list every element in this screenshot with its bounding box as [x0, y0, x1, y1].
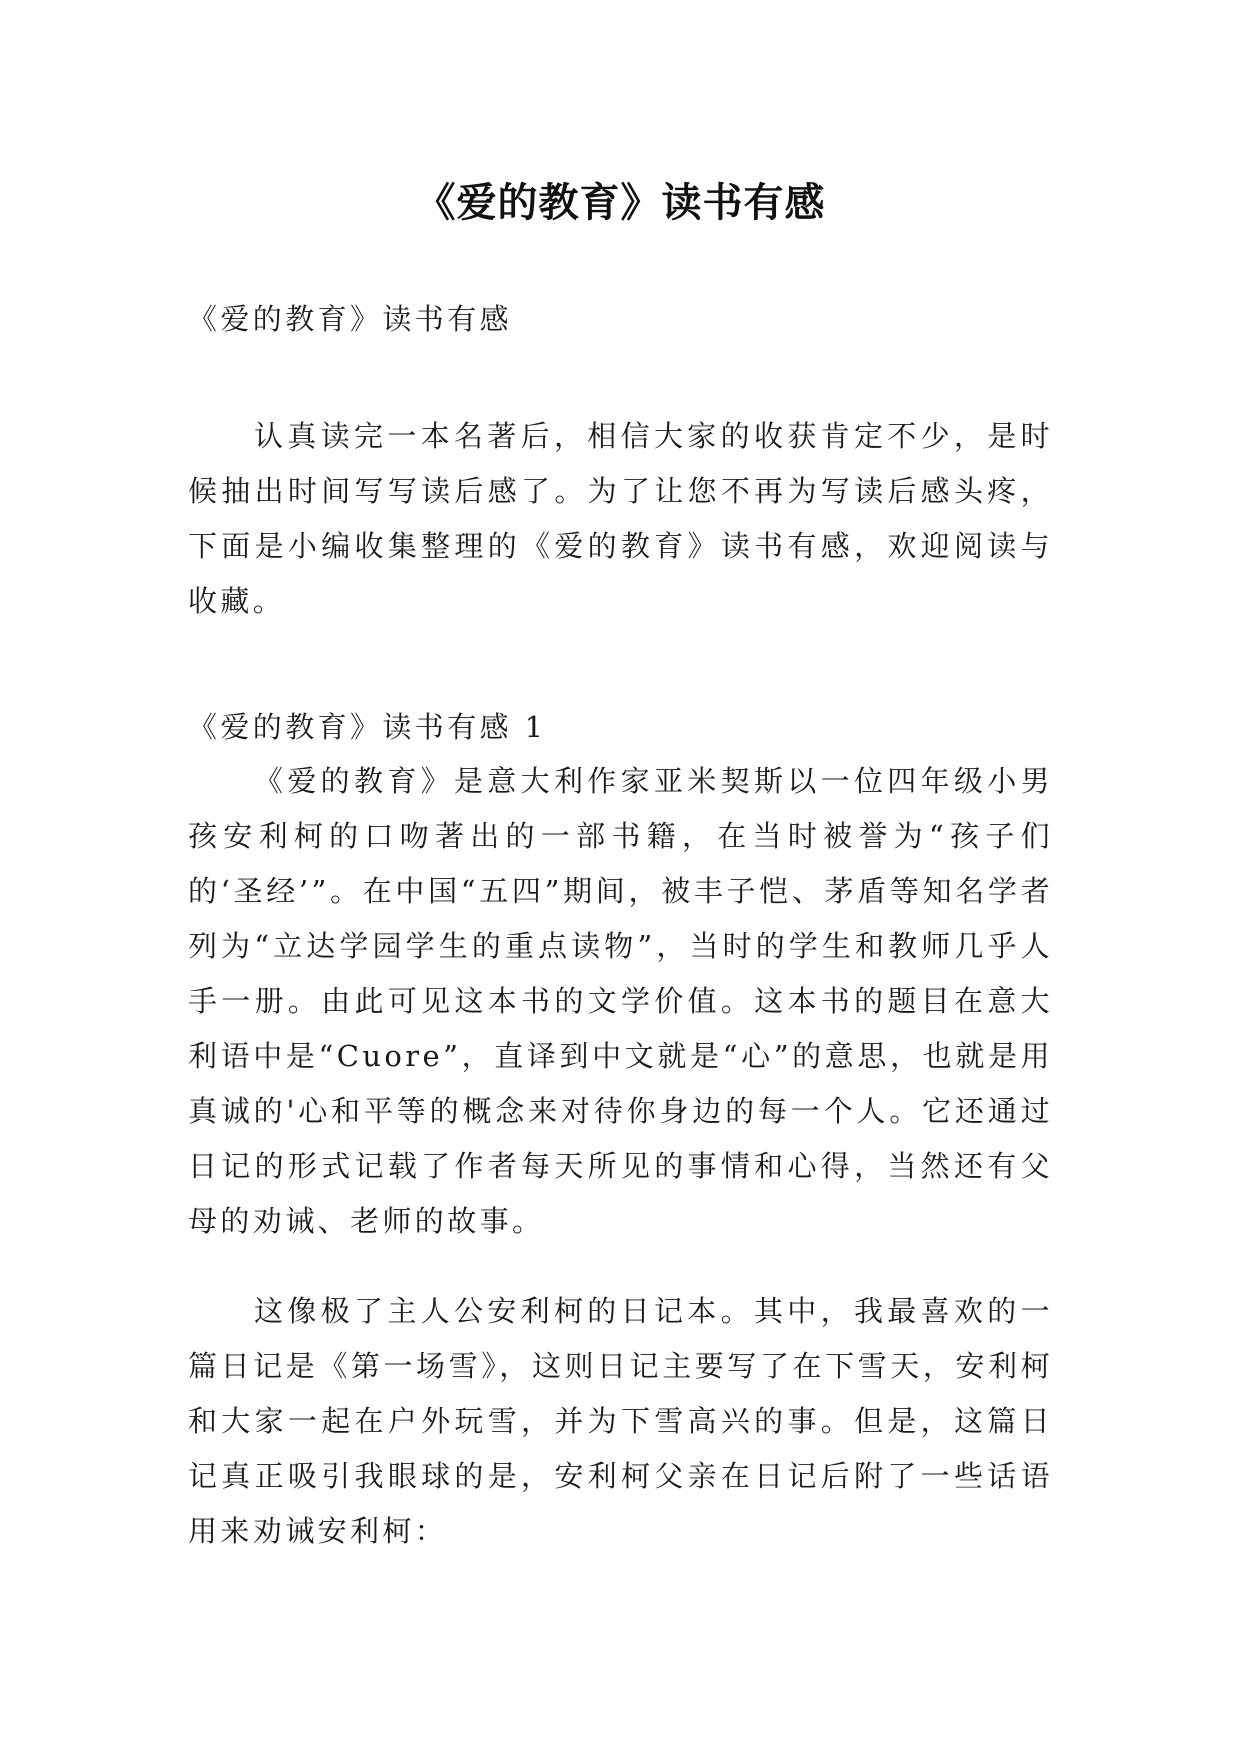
body-paragraph-1: 《爱的教育》是意大利作家亚米契斯以一位四年级小男孩安利柯的口吻著出的一部书籍，在当时被誉为“孩子们的‘圣经’”。在中国“五四”期间，被丰子恺、茅盾等知名学者列为“立达学园学生的重点读物”，当时的学生和教师几乎人手一册。由此可见这本书的文学价值。这本书的题目在意大利语中是“Cuore”，直译到中文就是“心”的意思，也就是用真诚的'心和平等的概念来对待你身边的每一个人。它还通过日记的形式记载了作者每天所见的事情和心得，当然还有父母的劝诫、老师的故事。 [188, 764, 1053, 1238]
document-title: 《爱的教育》读书有感 [415, 179, 826, 226]
document-subtitle: 《爱的教育》读书有感 [188, 302, 513, 336]
body-paragraph-2: 这像极了主人公安利柯的日记本。其中，我最喜欢的一篇日记是《第一场雪》，这则日记主要写了在下雪天，安利柯和大家一起在户外玩雪，并为下雪高兴的事。但是，这篇日记真正吸引我眼球的是，安利柯父亲在日记后附了一些话语用来劝诫安利柯： [188, 1294, 1053, 1548]
section-heading: 《爱的教育》读书有感 1 [188, 710, 547, 744]
intro-paragraph: 认真读完一本名著后，相信大家的收获肯定不少，是时候抽出时间写写读后感了。为了让您不再为写读后感头疼，下面是小编收集整理的《爱的教育》读书有感，欢迎阅读与收藏。 [188, 419, 1053, 618]
